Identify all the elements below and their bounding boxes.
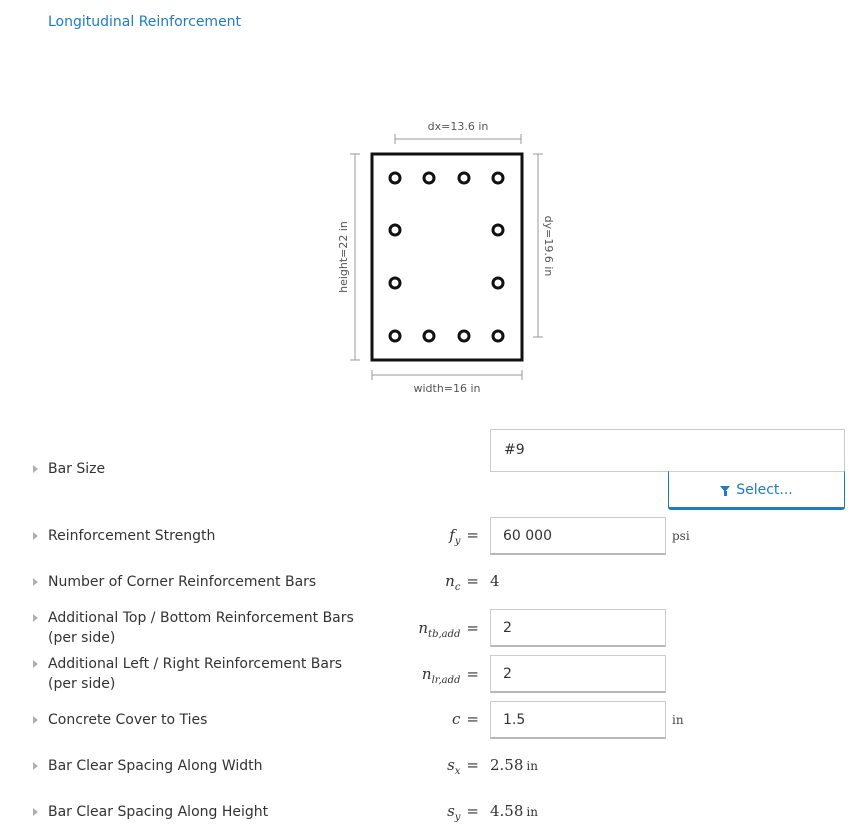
nlr-symbol-sub: lr,add — [431, 675, 461, 686]
bar — [390, 225, 400, 235]
bar — [424, 173, 434, 183]
dy-dimension — [533, 154, 543, 337]
dy-label: dy=19.6 in — [542, 215, 555, 277]
fy-symbol-letter: f — [449, 526, 455, 544]
expand-caret-icon[interactable] — [33, 660, 38, 668]
section-outline — [372, 154, 522, 360]
sx-unit: in — [526, 759, 538, 773]
expand-caret-icon[interactable] — [33, 808, 38, 816]
sy-value — [490, 802, 538, 820]
nc-symbol-sub: c — [454, 582, 461, 593]
ntb-symbol-letter: n — [418, 619, 429, 637]
spacing-height-label: Bar Clear Spacing Along Height — [48, 804, 269, 820]
spacing-width-label: Bar Clear Spacing Along Width — [48, 758, 263, 774]
sx-symbol-sub: x — [454, 766, 461, 777]
cross-section-diagram — [330, 112, 570, 402]
bar — [424, 331, 434, 341]
nc-value: 4 — [490, 572, 500, 590]
sx-number: 2.58 — [490, 756, 524, 774]
sy-symbol-sub: y — [454, 812, 461, 823]
dx-dimension — [395, 134, 521, 144]
bar — [390, 278, 400, 288]
bar-size-label: Bar Size — [48, 461, 106, 477]
corner-bars-label: Number of Corner Reinforcement Bars — [48, 574, 317, 590]
height-label: height=22 in — [337, 221, 350, 293]
nlr-symbol: $n_{lr,add}$ = — [421, 665, 479, 686]
sx-value — [490, 756, 538, 774]
fy-symbol-sub: y — [454, 536, 461, 547]
sy-symbol-letter: s — [447, 802, 455, 820]
expand-caret-icon[interactable] — [33, 762, 38, 770]
expand-caret-icon[interactable] — [33, 465, 38, 473]
bar — [459, 331, 469, 341]
section-title-link[interactable]: Longitudinal Reinforcement — [48, 14, 242, 30]
width-label: width=16 in — [413, 382, 481, 395]
cover-input[interactable]: 1.5 — [490, 701, 666, 739]
cover-symbol-letter: c — [452, 710, 461, 728]
reinforcement-strength-label: Reinforcement Strength — [48, 528, 216, 544]
left-right-bars-label: Additional Left / Right Reinforcement Bars (per side) — [48, 656, 343, 692]
sy-unit: in — [526, 805, 538, 819]
bar — [390, 173, 400, 183]
cover-unit: in — [672, 713, 684, 727]
sx-symbol-letter: s — [447, 756, 455, 774]
reinforcement-bars — [390, 173, 503, 341]
sy-number: 4.58 — [490, 802, 524, 820]
bar — [493, 331, 503, 341]
expand-caret-icon[interactable] — [33, 614, 38, 622]
bar — [493, 278, 503, 288]
nlr-input[interactable]: 2 — [490, 655, 666, 693]
fy-input[interactable]: 60 000 — [490, 517, 666, 555]
bar — [493, 225, 503, 235]
nc-symbol-letter: n — [445, 572, 455, 590]
height-dimension — [350, 154, 360, 360]
concrete-cover-label: Concrete Cover to Ties — [48, 712, 208, 728]
bar-size-input[interactable]: #9 — [490, 429, 845, 472]
bar — [493, 173, 503, 183]
filter-icon — [720, 486, 730, 492]
select-button-label: Select... — [736, 482, 793, 498]
expand-caret-icon[interactable] — [33, 532, 38, 540]
ntb-symbol: $n_{tb,add}$ = — [418, 619, 479, 640]
sx-symbol: $s_x$ = — [447, 756, 479, 777]
dx-label: dx=13.6 in — [427, 120, 489, 133]
fy-symbol: $f_y$ = — [449, 526, 479, 547]
nlr-symbol-letter: n — [421, 665, 432, 683]
cover-symbol: c = — [452, 710, 479, 728]
sy-symbol: $s_y$ = — [447, 802, 479, 823]
bar — [390, 331, 400, 341]
top-bottom-bars-label: Additional Top / Bottom Reinforcement Bars (per side) — [48, 610, 354, 646]
select-bar-size-button[interactable] — [668, 471, 845, 510]
ntb-input[interactable]: 2 — [490, 609, 666, 647]
bar — [459, 173, 469, 183]
ntb-symbol-sub: tb,add — [428, 629, 461, 640]
fy-unit: psi — [672, 529, 690, 543]
width-dimension — [372, 370, 522, 380]
expand-caret-icon[interactable] — [33, 716, 38, 724]
nc-symbol: $n_c$ = — [445, 572, 479, 593]
expand-caret-icon[interactable] — [33, 578, 38, 586]
